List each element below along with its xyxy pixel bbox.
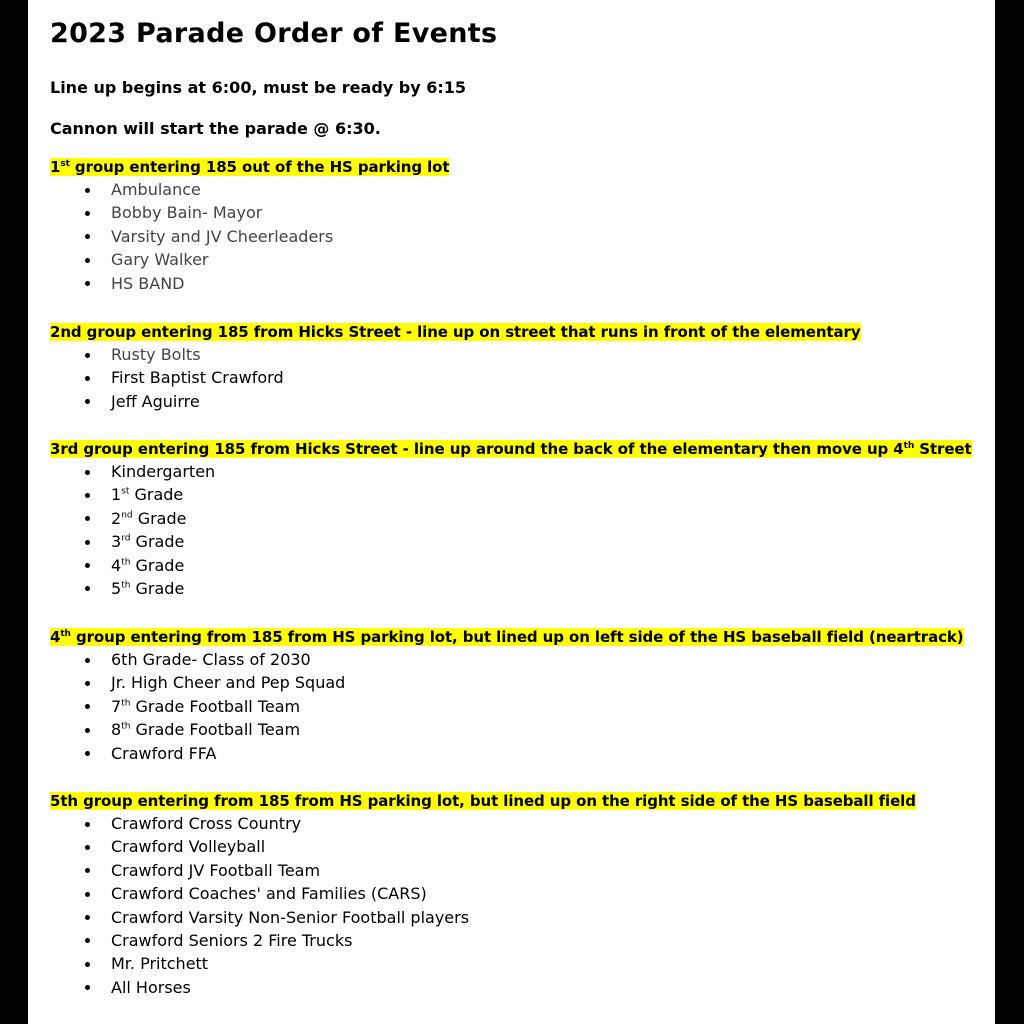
list-item xyxy=(50,577,985,600)
list-item-text: Grade Football Team xyxy=(130,720,301,740)
bullet-icon xyxy=(85,704,90,709)
bullet-icon xyxy=(85,868,90,873)
list-item xyxy=(50,929,985,952)
list-item-text: 4 xyxy=(111,555,122,575)
list-item xyxy=(50,507,985,530)
group-heading xyxy=(50,628,964,646)
list-item xyxy=(50,976,985,999)
list-item-ordinal: nd xyxy=(121,510,133,521)
list-item-text: 5 xyxy=(111,578,122,598)
bullet-icon xyxy=(85,353,90,358)
bullet-icon xyxy=(85,822,90,827)
list-item-text: Crawford FFA xyxy=(111,743,217,763)
list-item-text: 1 xyxy=(111,485,122,505)
bullet-icon xyxy=(85,751,90,756)
group-heading-text: 1 xyxy=(50,158,61,176)
group-heading-text: 3rd group entering 185 from Hicks Street - line up around the back of the elementary then move up 4 xyxy=(50,440,904,458)
bullet-icon xyxy=(85,516,90,521)
bullet-icon xyxy=(85,938,90,943)
list-item-text: Grade Football Team xyxy=(130,696,301,716)
bullet-icon xyxy=(85,281,90,286)
group-heading-ordinal: st xyxy=(60,159,70,169)
bullet-icon xyxy=(85,211,90,216)
group-heading xyxy=(50,158,449,176)
bullet-icon xyxy=(85,493,90,498)
group-item-list xyxy=(50,460,985,600)
list-item xyxy=(50,695,985,718)
list-item-ordinal: st xyxy=(121,487,130,498)
group-heading xyxy=(50,323,861,341)
bullet-icon xyxy=(85,962,90,967)
list-item xyxy=(50,554,985,577)
group-heading-ordinal: th xyxy=(60,629,71,639)
list-item-text: Grade xyxy=(129,485,184,505)
list-item-text: Grade xyxy=(132,508,187,528)
bullet-icon xyxy=(85,234,90,239)
parade-group-1 xyxy=(50,157,985,295)
list-item-text: Ambulance xyxy=(111,180,201,199)
list-item xyxy=(50,178,985,201)
list-item xyxy=(50,952,985,975)
list-item-text: Gary Walker xyxy=(111,250,209,270)
list-item-text: Grade xyxy=(130,578,185,598)
bullet-icon xyxy=(85,985,90,990)
parade-group-5 xyxy=(50,791,985,999)
group-heading-text: 5th group entering from 185 from HS parking lot, but lined up on the right side of the HS baseball field xyxy=(50,792,916,810)
bullet-icon xyxy=(85,658,90,663)
bullet-icon xyxy=(85,915,90,920)
lineup-time-text: Line up begins at 6:00, must be ready by 6:15 xyxy=(50,78,467,97)
list-item-text: Grade xyxy=(130,532,185,552)
list-item-text: Varsity and JV Cheerleaders xyxy=(111,226,334,246)
list-item-ordinal: th xyxy=(121,698,131,709)
list-item xyxy=(50,812,985,835)
group-item-list xyxy=(50,812,985,999)
bullet-icon xyxy=(85,540,90,545)
list-item-ordinal: rd xyxy=(121,533,131,544)
list-item xyxy=(50,201,985,224)
cannon-start-text: Cannon will start the parade @ 6:30. xyxy=(50,119,381,138)
document-title: 2023 Parade Order of Events xyxy=(50,18,498,49)
list-item xyxy=(50,343,985,366)
list-item-text: All Horses xyxy=(111,977,191,997)
list-item-text: Kindergarten xyxy=(111,462,216,481)
list-item-text: Crawford Volleyball xyxy=(111,837,266,857)
group-item-list xyxy=(50,648,985,765)
list-item-ordinal: th xyxy=(121,721,131,732)
list-item-text: Grade xyxy=(130,555,185,575)
bullet-icon xyxy=(85,892,90,897)
list-item-text: Crawford Cross Country xyxy=(111,814,302,833)
group-heading-text: 4 xyxy=(50,628,61,646)
group-heading xyxy=(50,440,972,458)
bullet-icon xyxy=(85,845,90,850)
list-item xyxy=(50,225,985,248)
list-item-text: HS BAND xyxy=(111,273,185,293)
group-heading-text: group entering from 185 from HS parking lot, but lined up on left side of the HS baseball field (neartrack) xyxy=(70,628,964,646)
list-item xyxy=(50,366,985,389)
bullet-icon xyxy=(85,258,90,263)
list-item xyxy=(50,483,985,506)
list-item-text: Crawford Coaches' and Families (CARS) xyxy=(111,884,427,904)
list-item xyxy=(50,390,985,413)
list-item xyxy=(50,835,985,858)
list-item-text: Bobby Bain- Mayor xyxy=(111,203,263,223)
list-item xyxy=(50,272,985,295)
parade-group-2 xyxy=(50,322,985,413)
list-item-ordinal: th xyxy=(121,557,131,568)
list-item-text: Jr. High Cheer and Pep Squad xyxy=(111,673,346,693)
list-item-text: First Baptist Crawford xyxy=(111,368,284,388)
list-item-ordinal: th xyxy=(121,580,131,591)
list-item xyxy=(50,906,985,929)
list-item-text: 2 xyxy=(111,508,122,528)
list-item-text: Jeff Aguirre xyxy=(111,391,200,411)
group-heading-text: Street xyxy=(914,440,972,458)
list-item-text: Crawford JV Football Team xyxy=(111,860,321,880)
list-item xyxy=(50,859,985,882)
list-item-text: 3 xyxy=(111,532,122,552)
list-item-text: 8 xyxy=(111,720,122,740)
bullet-icon xyxy=(85,376,90,381)
list-item xyxy=(50,530,985,553)
bullet-icon xyxy=(85,188,90,193)
group-heading-ordinal: th xyxy=(903,441,915,451)
list-item-text: Crawford Varsity Non-Senior Football players xyxy=(111,907,470,927)
group-heading xyxy=(50,792,916,810)
bullet-icon xyxy=(85,681,90,686)
bullet-icon xyxy=(85,563,90,568)
list-item-text: 7 xyxy=(111,696,122,716)
list-item xyxy=(50,882,985,905)
group-heading-text: 2nd group entering 185 from Hicks Street - line up on street that runs in front of the elementary xyxy=(50,323,861,341)
list-item xyxy=(50,460,985,483)
list-item xyxy=(50,671,985,694)
bullet-icon xyxy=(85,470,90,475)
document-page xyxy=(28,0,995,1024)
bullet-icon xyxy=(85,728,90,733)
list-item-text: Rusty Bolts xyxy=(111,345,201,364)
list-item xyxy=(50,742,985,765)
list-item xyxy=(50,718,985,741)
group-item-list xyxy=(50,343,985,413)
bullet-icon xyxy=(85,399,90,404)
parade-group-3 xyxy=(50,439,985,600)
list-item-text: 6th Grade- Class of 2030 xyxy=(111,650,311,669)
group-item-list xyxy=(50,178,985,295)
list-item-text: Mr. Pritchett xyxy=(111,954,209,974)
list-item xyxy=(50,248,985,271)
parade-group-4 xyxy=(50,627,985,765)
list-item xyxy=(50,648,985,671)
group-heading-text: group entering 185 out of the HS parking lot xyxy=(69,158,450,176)
list-item-text: Crawford Seniors 2 Fire Trucks xyxy=(111,930,353,950)
bullet-icon xyxy=(85,586,90,591)
